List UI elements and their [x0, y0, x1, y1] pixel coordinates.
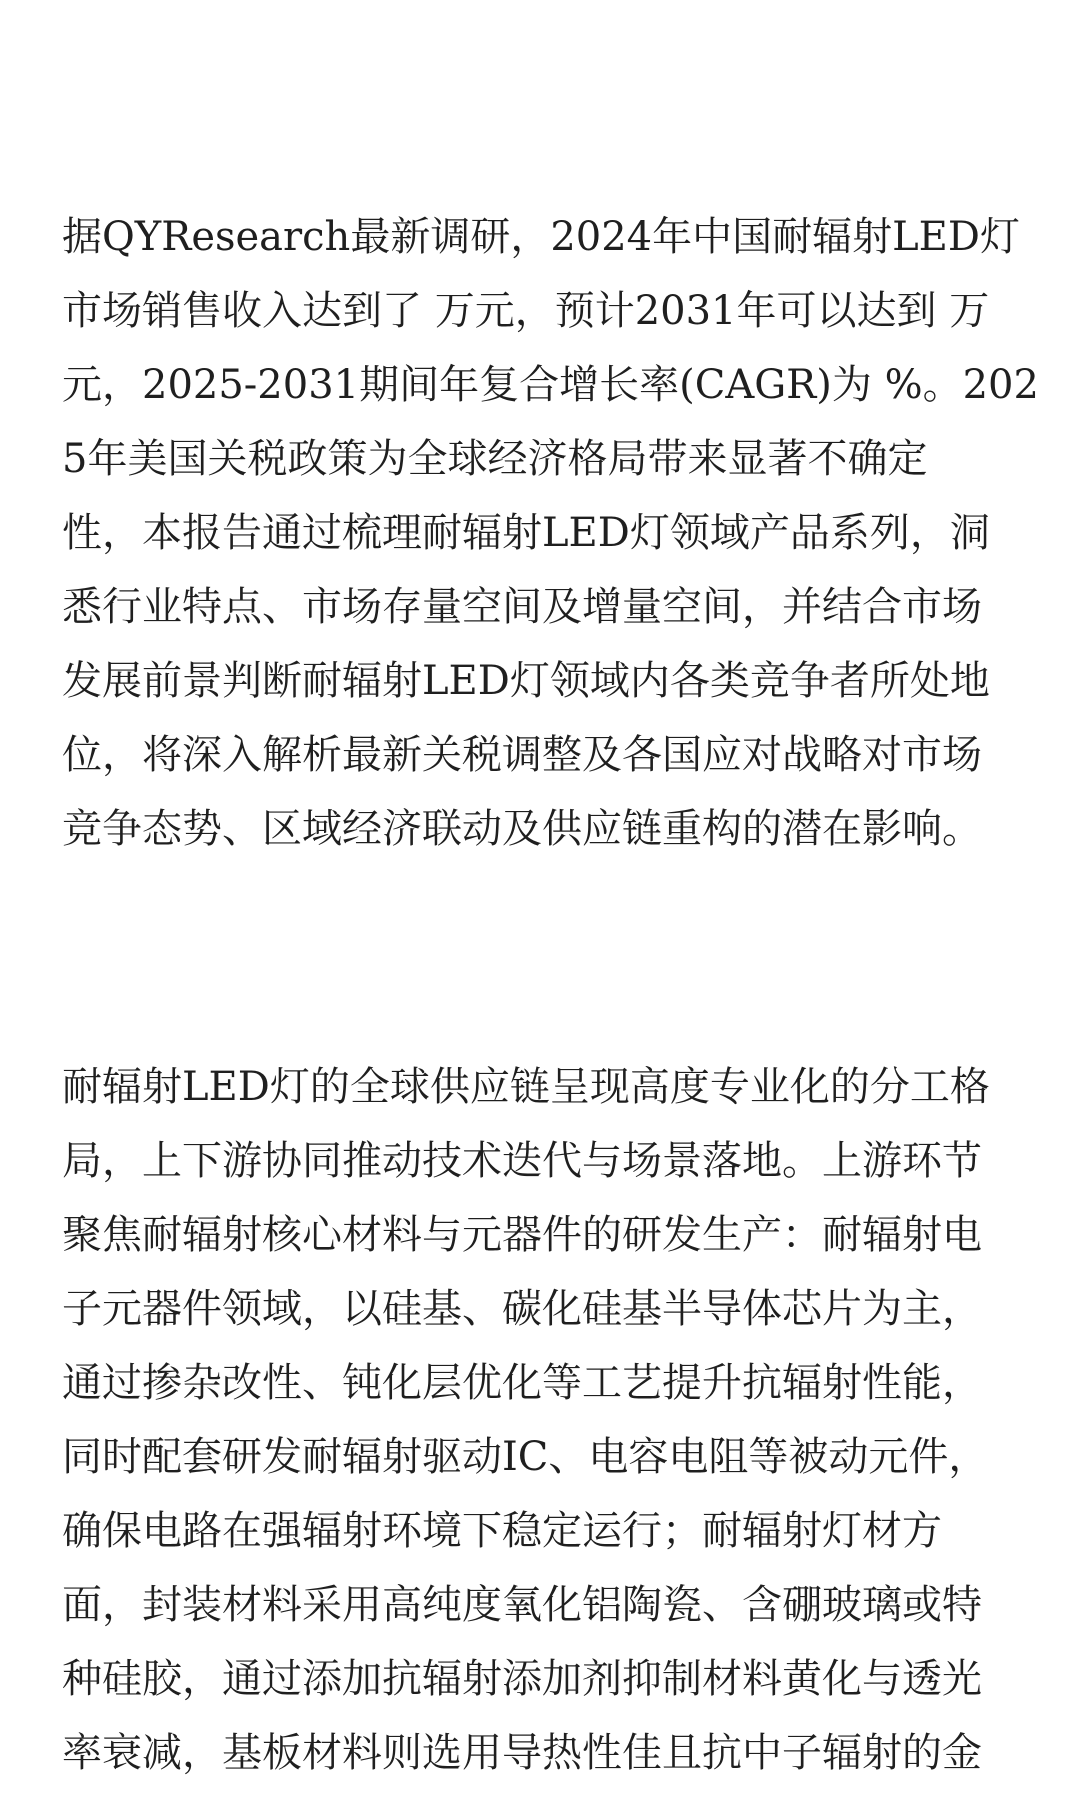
text-line: 率衰减，基板材料则选用导热性佳且抗中子辐射的金 — [62, 1730, 982, 1776]
text-line: 通过掺杂改性、钝化层优化等工艺提升抗辐射性能， — [62, 1360, 982, 1406]
text-line: 发展前景判断耐辐射LED灯领域内各类竞争者所处地 — [62, 658, 990, 704]
paragraph-supply-chain — [62, 1050, 1022, 1790]
text-line: 面，封装材料采用高纯度氧化铝陶瓷、含硼玻璃或特 — [62, 1582, 982, 1628]
text-line: 种硅胶，通过添加抗辐射添加剂抑制材料黄化与透光 — [62, 1656, 982, 1702]
text-line: 元，2025-2031期间年复合增长率(CAGR)为 %。202 — [62, 362, 1039, 408]
text-line: 局，上下游协同推动技术迭代与场景落地。上游环节 — [62, 1138, 982, 1184]
text-line: 同时配套研发耐辐射驱动IC、电容电阻等被动元件， — [62, 1434, 989, 1480]
text-line: 子元器件领域，以硅基、碳化硅基半导体芯片为主， — [62, 1286, 982, 1332]
text-line: 悉行业特点、市场存量空间及增量空间，并结合市场 — [62, 584, 982, 630]
text-line: 性，本报告通过梳理耐辐射LED灯领域产品系列，洞 — [62, 510, 990, 556]
text-line: 5年美国关税政策为全球经济格局带来显著不确定 — [62, 436, 928, 482]
text-line: 据QYResearch最新调研，2024年中国耐辐射LED灯 — [62, 214, 1020, 260]
text-line: 竞争态势、区域经济联动及供应链重构的潜在影响。 — [62, 806, 982, 852]
text-line: 确保电路在强辐射环境下稳定运行；耐辐射灯材方 — [62, 1508, 942, 1554]
paragraph-market-overview — [62, 200, 1039, 866]
text-line: 耐辐射LED灯的全球供应链呈现高度专业化的分工格 — [62, 1064, 990, 1110]
text-line: 位，将深入解析最新关税调整及各国应对战略对市场 — [62, 732, 982, 778]
text-line: 聚焦耐辐射核心材料与元器件的研发生产：耐辐射电 — [62, 1212, 982, 1258]
text-line: 市场销售收入达到了 万元，预计2031年可以达到 万 — [62, 288, 990, 334]
